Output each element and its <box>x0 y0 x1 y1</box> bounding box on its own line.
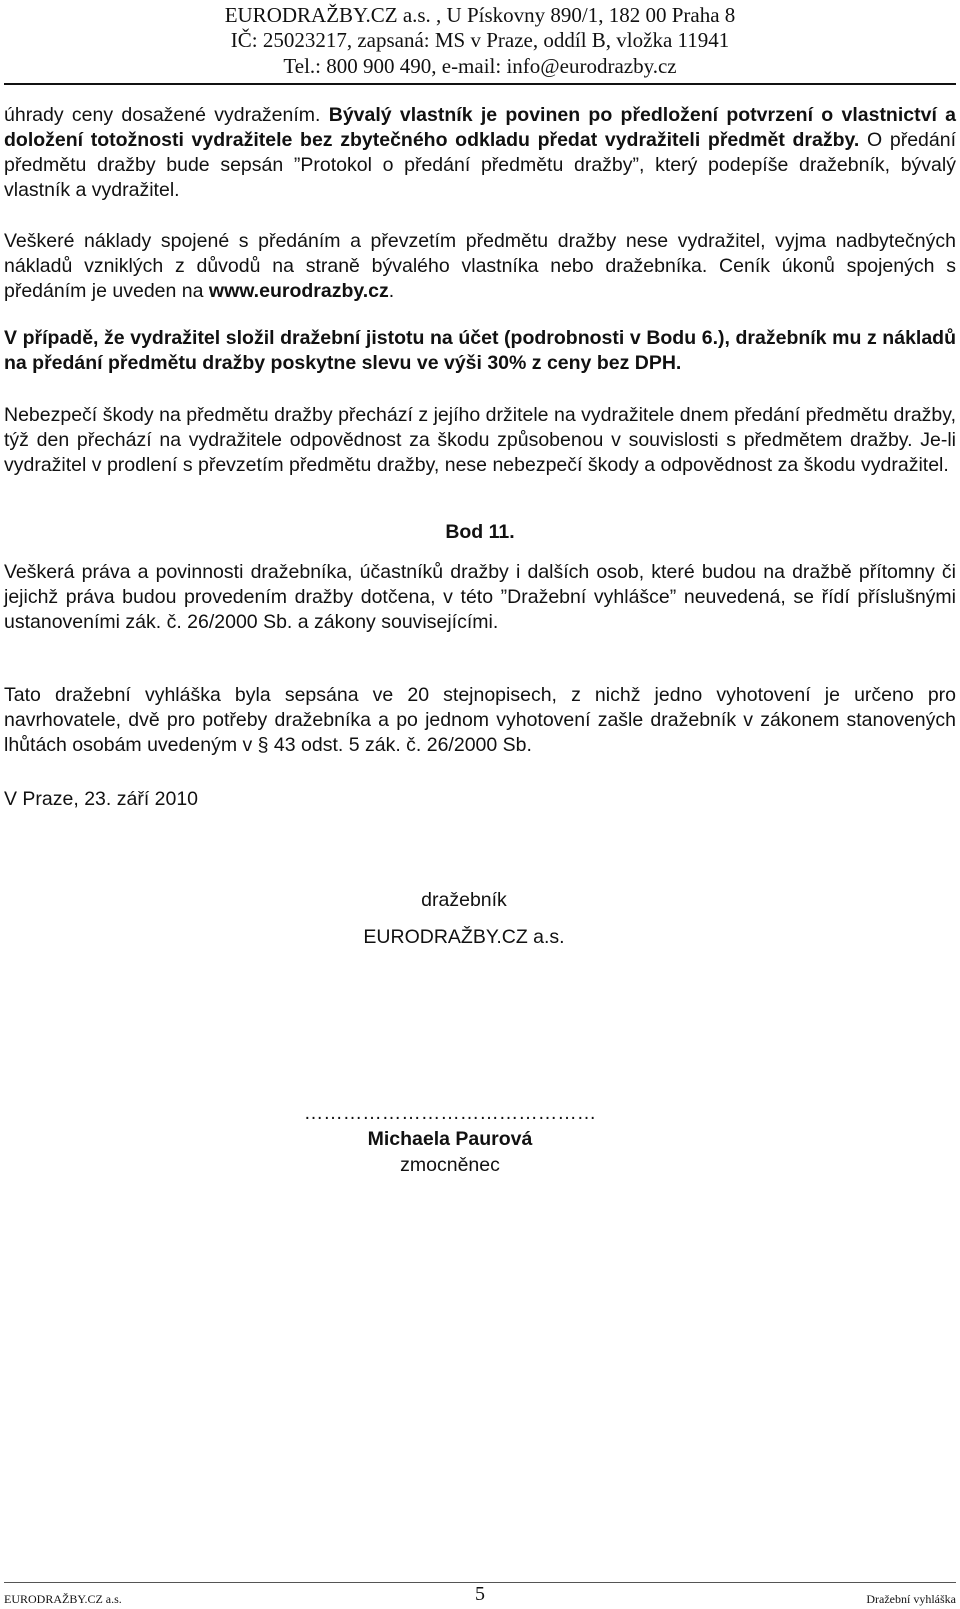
letterhead <box>0 0 960 82</box>
paragraph-copies <box>4 683 956 758</box>
signature-role: dražebník <box>421 889 507 911</box>
signature-line: ……………………………………… <box>303 1102 597 1124</box>
header-divider <box>4 83 956 85</box>
letterhead-company-address: EURODRAŽBY.CZ a.s. , U Pískovny 890/1, 182 00 Praha 8 <box>224 3 736 27</box>
paragraph-costs <box>4 229 956 304</box>
website-link[interactable]: www.eurodrazby.cz <box>208 280 389 302</box>
paragraph-text: O předání předmětu dražby bude sepsán ”Protokol o předání předmětu dražby”, který podepíše dražebník, bývalý vlastník a vydražitel. <box>4 129 956 201</box>
section-title: Bod 11. <box>445 521 515 543</box>
letterhead-contact: Tel.: 800 900 490, e-mail: info@eurodrazby.cz <box>283 54 677 78</box>
paragraph-rights <box>4 560 956 635</box>
paragraph-discount <box>4 326 956 376</box>
signature-name: Michaela Paurová <box>367 1128 533 1150</box>
paragraph-text: Veškerá práva a povinnosti dražebníka, účastníků dražby i dalších osob, které budou na dražbě přítomny či jejichž práva budou provedením dražby dotčena, v této ”Dražební vyhlášce” neuvedená, se řídí příslušnými ustanoveními zák. č. 26/2000 Sb. a zákony souvisejícími. <box>4 561 956 633</box>
paragraph-bold-text: V případě, že vydražitel složil dražební jistotu na účet (podrobnosti v Bodu 6.), dražebník mu z nákladů na předání předmětu dražby poskytne slevu ve výši 30% z ceny bez DPH. <box>4 327 956 374</box>
page-footer <box>4 1583 956 1608</box>
paragraph-text: úhrady ceny dosažené vydražením. <box>4 104 329 126</box>
paragraph-text: . <box>388 280 395 302</box>
signature-title: zmocněnec <box>400 1154 500 1176</box>
paragraph-text: Nebezpečí škody na předmětu dražby přechází z jejího držitele na vydražitele dnem předání předmětu dražby, týž den přechází na vydražitele odpovědnost za škodu způsobenou v souvislosti s předmětem dražby. Je-li vydražitel v prodlení s převzetím předmětu dražby, nese nebezpečí škody a odpovědnost za škodu vydražitel. <box>4 404 956 476</box>
place-date: V Praze, 23. září 2010 <box>4 788 199 810</box>
paragraph-handover <box>4 103 956 203</box>
paragraph-text: Tato dražební vyhláška byla sepsána ve 20 stejnopisech, z nichž jedno vyhotovení je určeno pro navrhovatele, dvě pro potřeby dražebníka a po jednom vyhotovení zašle dražebník v zákonem stanovených lhůtách osobám uvedeným v § 43 odst. 5 zák. č. 26/2000 Sb. <box>4 684 956 756</box>
footer-document-title: Dražební vyhláška <box>866 1592 956 1606</box>
paragraph-text: Veškeré náklady spojené s předáním a převzetím předmětu dražby nese vydražitel, vyjma nadbytečných nákladů vzniklých z důvodů na straně bývalého vlastníka nebo dražebníka. Ceník úkonů spojených s předáním je uveden na <box>4 230 956 302</box>
page-number: 5 <box>475 1583 485 1605</box>
footer-company: EURODRAŽBY.CZ a.s. <box>4 1592 122 1606</box>
signature-company: EURODRAŽBY.CZ a.s. <box>363 926 565 948</box>
paragraph-bold-text: Bývalý vlastník je povinen po předložení potvrzení o vlastnictví a doložení totožnosti vydražitele bez zbytečného odkladu předat vydražiteli předmět dražby. <box>4 104 956 151</box>
paragraph-risk <box>4 403 956 478</box>
letterhead-registration: IČ: 25023217, zapsaná: MS v Praze, oddíl B, vložka 11941 <box>230 28 730 52</box>
